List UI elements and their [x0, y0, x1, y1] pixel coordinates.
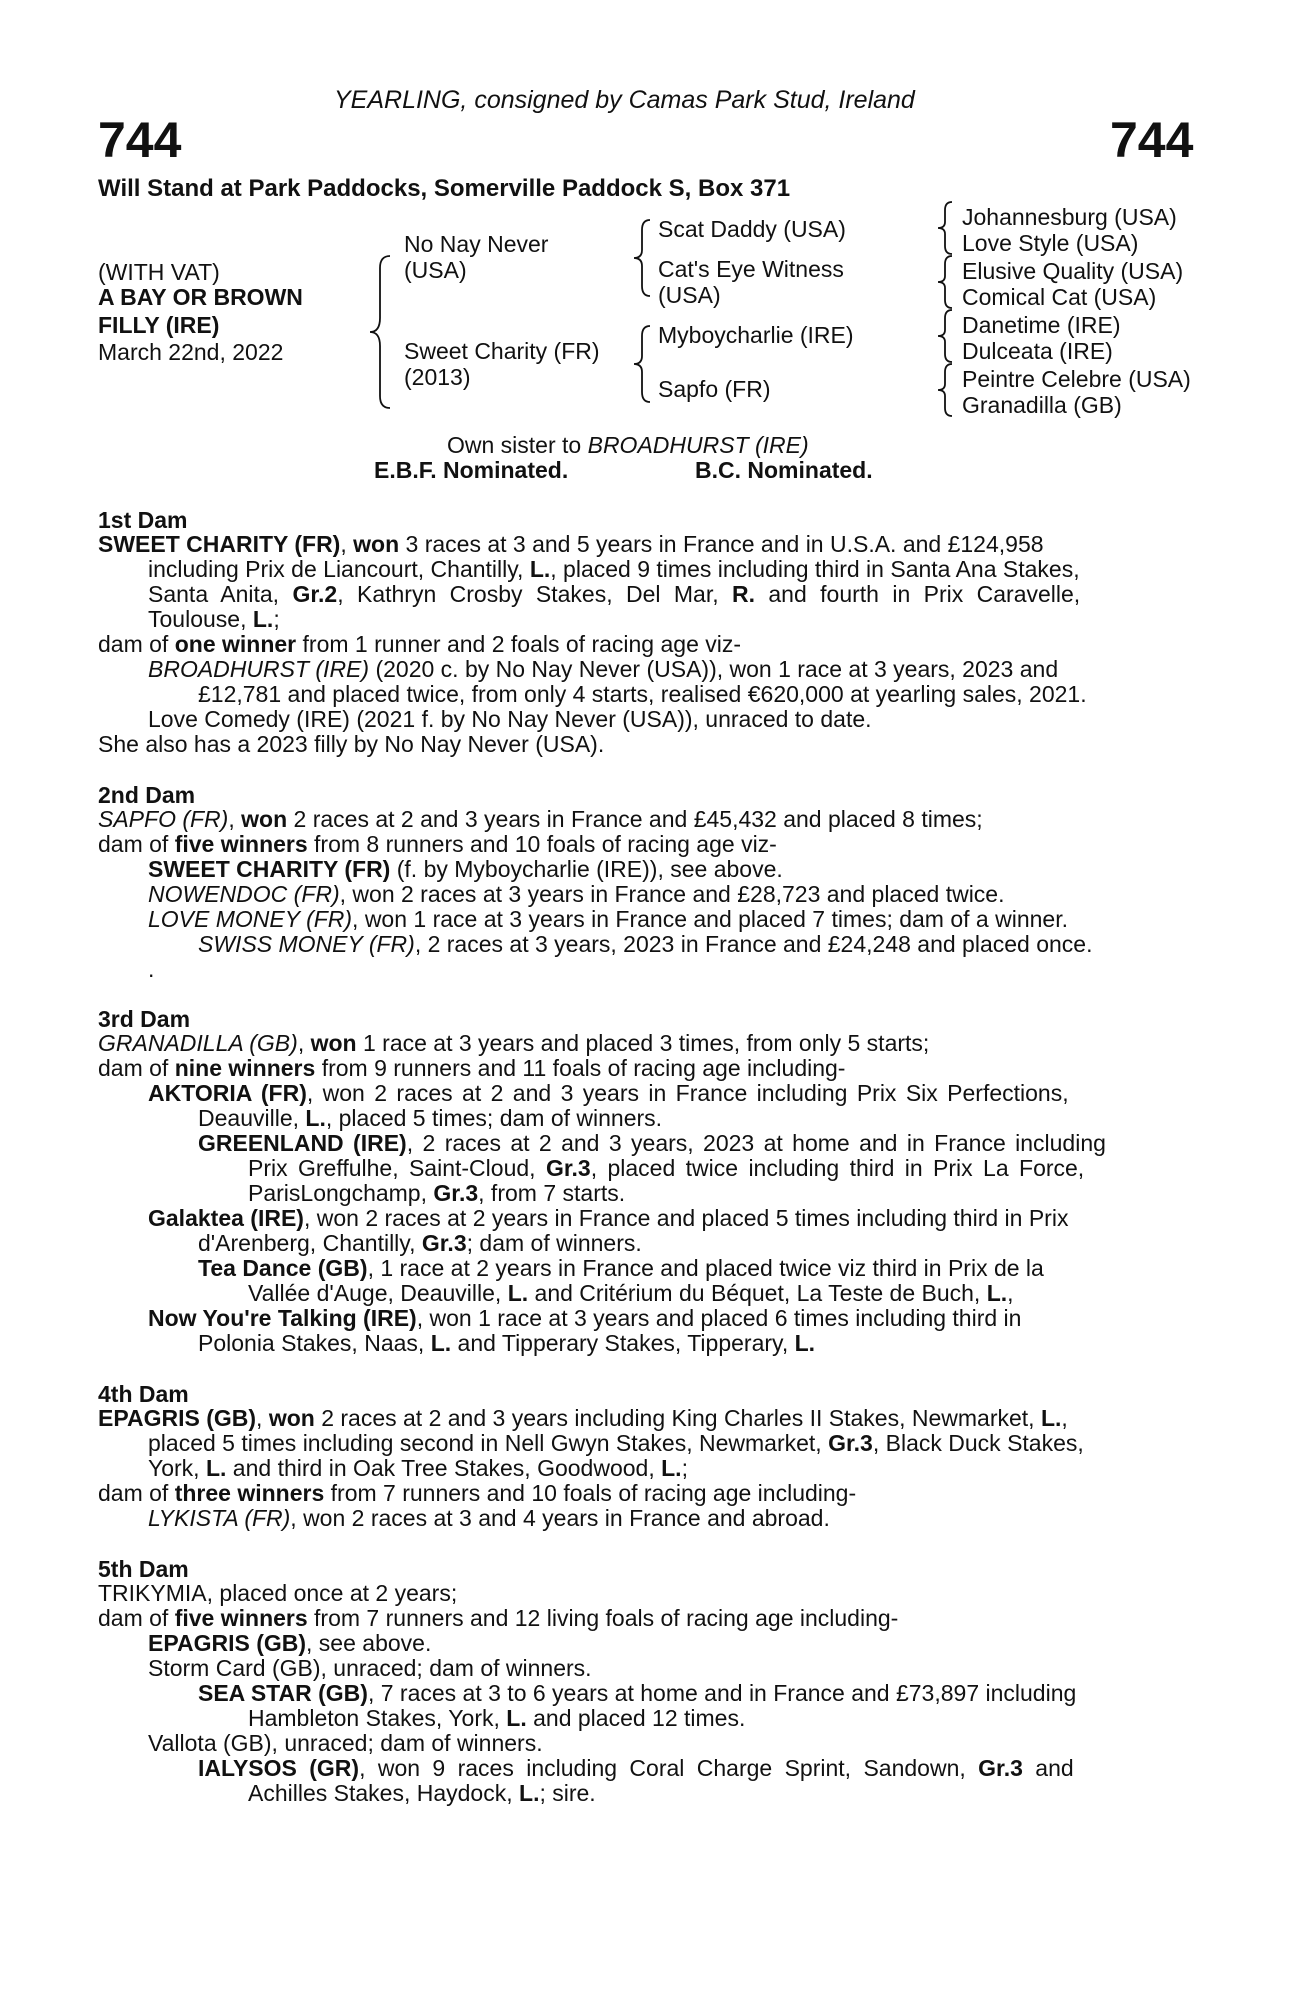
- dam2-line: [198, 932, 1093, 958]
- listed-label: L.: [252, 606, 274, 632]
- horse-name: SEA STAR (GB): [198, 1680, 368, 1706]
- text: York,: [148, 1455, 206, 1481]
- listed-label: L.: [519, 1780, 540, 1806]
- sire-sire-dam: Love Style (USA): [962, 230, 1139, 256]
- horse-name: NOWENDOC (FR): [148, 881, 340, 907]
- listed-label: L.: [986, 1280, 1008, 1306]
- horse-name: SWEET CHARITY (FR): [148, 856, 391, 882]
- horse-name: GREENLAND (IRE): [198, 1130, 407, 1156]
- dam1-line: £12,781 and placed twice, from only 4 starts, realised €620,000 at yearling sales, 2021.: [198, 681, 1087, 707]
- dam3-line: [198, 1256, 1044, 1282]
- text: and third in Oak Tree Stakes, Goodwood,: [226, 1455, 662, 1481]
- dam2-line: [148, 857, 783, 883]
- listed-label: L.: [205, 1455, 227, 1481]
- sire-dam-sire: Elusive Quality (USA): [962, 258, 1184, 284]
- sire-dam-country: (USA): [658, 282, 721, 308]
- text: (f. by Myboycharlie (IRE)), see above.: [390, 856, 783, 882]
- horse-name: EPAGRIS (GB): [148, 1630, 307, 1656]
- group-label: Gr.2: [292, 581, 338, 607]
- text: , Black Duck Stakes,: [872, 1430, 1084, 1456]
- dam3-line: [198, 1331, 815, 1357]
- own-sister-prefix: Own sister to: [447, 432, 588, 458]
- text: , placed 5 times; dam of winners.: [325, 1105, 663, 1131]
- listed-label: L.: [430, 1330, 452, 1356]
- dam4-line: [148, 1456, 688, 1482]
- listed-label: L.: [507, 1280, 529, 1306]
- pedigree-brace: [936, 308, 956, 364]
- dam1-line: [148, 557, 1080, 583]
- dam2-line: [98, 807, 983, 833]
- own-sister-note: [447, 432, 809, 458]
- horse-name: LYKISTA (FR): [148, 1505, 291, 1531]
- dam3-line: [248, 1281, 1014, 1307]
- group-label: Gr.3: [978, 1755, 1023, 1781]
- dam-sire-sire: Danetime (IRE): [962, 312, 1121, 338]
- text: , placed 9 times including third in Santa Ana Stakes,: [550, 556, 1080, 582]
- text: , see above.: [306, 1630, 432, 1656]
- text: ;: [273, 606, 280, 632]
- dam1-line: [148, 657, 1058, 683]
- dam5-line: TRIKYMIA, placed once at 2 years;: [98, 1580, 458, 1606]
- pedigree-brace: [632, 324, 654, 404]
- dam-dam: Sapfo (FR): [658, 376, 771, 402]
- text: ,: [297, 1030, 311, 1056]
- text: , 7 races at 3 to 6 years at home and in France and £73,897 including: [367, 1680, 1077, 1706]
- won-label: won: [353, 531, 400, 557]
- horse-name: EPAGRIS (GB): [98, 1405, 257, 1431]
- sire-name: No Nay Never: [404, 231, 549, 257]
- dam-sire: Myboycharlie (IRE): [658, 322, 854, 348]
- dam2-line: [98, 832, 777, 858]
- dam-sire-dam: Dulceata (IRE): [962, 338, 1113, 364]
- dam3-line: [248, 1181, 625, 1207]
- text: 3 races at 3 and 5 years in France and in U.S.A. and £124,958: [399, 531, 1044, 557]
- text: dam of: [98, 1055, 175, 1081]
- winners-count: five winners: [174, 1605, 308, 1631]
- dam3-line: [148, 1306, 1021, 1332]
- section-heading-5th-dam: 5th Dam: [98, 1556, 189, 1582]
- text: Polonia Stakes, Naas,: [198, 1330, 431, 1356]
- text: ,: [340, 531, 354, 557]
- won-label: won: [310, 1030, 357, 1056]
- horse-name: AKTORIA (FR): [148, 1080, 307, 1106]
- text: 1 race at 3 years and placed 3 times, from only 5 starts;: [356, 1030, 930, 1056]
- lot-number-right: 744: [1110, 112, 1194, 168]
- winners-count: nine winners: [174, 1055, 316, 1081]
- text: Deauville,: [198, 1105, 306, 1131]
- won-label: won: [241, 806, 288, 832]
- text: from 7 runners and 12 living foals of racing age including-: [307, 1605, 899, 1631]
- sire-dam-name: Cat's Eye Witness: [658, 256, 844, 282]
- dam1-line: Love Comedy (IRE) (2021 f. by No Nay Never (USA)), unraced to date.: [148, 706, 872, 732]
- text: Vallée d'Auge, Deauville,: [248, 1280, 508, 1306]
- text: , won 1 race at 3 years and placed 6 times including third in: [416, 1305, 1022, 1331]
- section-heading-4th-dam: 4th Dam: [98, 1381, 189, 1407]
- horse-name: SWISS MONEY (FR): [198, 931, 415, 957]
- dam5-line: [248, 1781, 596, 1807]
- dam-dam-dam: Granadilla (GB): [962, 392, 1122, 418]
- text: dam of: [98, 631, 175, 657]
- dam3-line: [198, 1131, 1106, 1157]
- text: , won 1 race at 3 years in France and placed 7 times; dam of a winner.: [352, 906, 1068, 932]
- section-heading-2nd-dam: 2nd Dam: [98, 782, 196, 808]
- dam3-line: [148, 1206, 1068, 1232]
- text: , Kathryn Crosby Stakes, Del Mar,: [337, 581, 732, 607]
- section-heading-1st-dam: 1st Dam: [98, 507, 188, 533]
- text: ; dam of winners.: [466, 1230, 642, 1256]
- text: , 2 races at 3 years, 2023 in France and £24,248 and placed once.: [414, 931, 1093, 957]
- text: Hambleton Stakes, York,: [248, 1705, 507, 1731]
- text: ; sire.: [539, 1780, 596, 1806]
- text: , placed twice including third in Prix La Force,: [590, 1155, 1085, 1181]
- text: , 2 races at 2 and 3 years, 2023 at home and in France including: [406, 1130, 1106, 1156]
- text: Santa Anita,: [148, 581, 293, 607]
- listed-label: L.: [661, 1455, 682, 1481]
- text: dam of: [98, 1480, 175, 1506]
- dam3-line: [198, 1106, 662, 1132]
- text: ;: [681, 1455, 688, 1481]
- dam4-line: [98, 1481, 856, 1507]
- text: Achilles Stakes, Haydock,: [248, 1780, 520, 1806]
- text: , won 2 races at 3 years in France and £28,723 and placed twice.: [339, 881, 1005, 907]
- dam5-line: [198, 1756, 1074, 1782]
- dam5-line: [148, 1631, 431, 1657]
- text: ,: [256, 1405, 269, 1431]
- restricted-label: R.: [732, 581, 755, 607]
- group-label: Gr.3: [433, 1180, 479, 1206]
- consignment-line: YEARLING, consigned by Camas Park Stud, Ireland: [334, 86, 915, 114]
- lot-number-left: 744: [98, 112, 182, 168]
- text: 2 races at 2 and 3 years including King Charles II Stakes, Newmarket,: [314, 1405, 1041, 1431]
- bc-nomination: B.C. Nominated.: [695, 457, 873, 483]
- text: ,: [1007, 1280, 1014, 1306]
- text: ,: [228, 806, 242, 832]
- text: , won 9 races including Coral Charge Sprint, Sandown,: [359, 1755, 979, 1781]
- dam1-line: She also has a 2023 filly by No Nay Never (USA).: [98, 731, 605, 757]
- text: and fourth in Prix Caravelle,: [755, 581, 1081, 607]
- pedigree-brace: [368, 254, 394, 410]
- pedigree-brace: [936, 200, 956, 256]
- horse-name: SAPFO (FR): [98, 806, 229, 832]
- dam4-line: [148, 1431, 1084, 1457]
- horse-name: IALYSOS (GR): [198, 1755, 360, 1781]
- won-label: won: [268, 1405, 315, 1431]
- text: and Tipperary Stakes, Tipperary,: [451, 1330, 795, 1356]
- listed-label: L.: [1040, 1405, 1062, 1431]
- dam-name: Sweet Charity (FR): [404, 338, 600, 364]
- group-label: Gr.3: [545, 1155, 591, 1181]
- section-heading-3rd-dam: 3rd Dam: [98, 1006, 191, 1032]
- horse-name: Galaktea (IRE): [148, 1205, 304, 1231]
- horse-name: Now You're Talking (IRE): [148, 1305, 417, 1331]
- dam1-line: [148, 582, 1080, 608]
- text: from 9 runners and 11 foals of racing age including-: [315, 1055, 846, 1081]
- horse-name: SWEET CHARITY (FR): [98, 531, 341, 557]
- text: and placed 12 times.: [526, 1705, 746, 1731]
- text: from 7 runners and 10 foals of racing age including-: [324, 1480, 857, 1506]
- dam5-line: [248, 1706, 745, 1732]
- dam4-line: [98, 1406, 1068, 1432]
- text: , from 7 starts.: [478, 1180, 626, 1206]
- horse-name: LOVE MONEY (FR): [148, 906, 353, 932]
- stand-location: Will Stand at Park Paddocks, Somerville Paddock S, Box 371: [98, 175, 791, 202]
- text: and Critérium du Béquet, La Teste de Buch,: [528, 1280, 987, 1306]
- text: , won 2 races at 2 and 3 years in France including Prix Six Perfections,: [306, 1080, 1069, 1106]
- dam1-line: [98, 632, 741, 658]
- dam-year: (2013): [404, 364, 471, 390]
- text: and: [1022, 1755, 1074, 1781]
- dam1-line: [98, 532, 1044, 558]
- text: dam of: [98, 1605, 175, 1631]
- sire-sire-sire: Johannesburg (USA): [962, 204, 1177, 230]
- winners-count: three winners: [174, 1480, 325, 1506]
- dam1-line: [148, 607, 280, 633]
- horse-name-line1: A BAY OR BROWN: [98, 284, 303, 310]
- pedigree-brace: [936, 254, 956, 310]
- text: placed 5 times including second in Nell Gwyn Stakes, Newmarket,: [148, 1430, 829, 1456]
- text: Toulouse,: [148, 606, 253, 632]
- sire-dam-dam: Comical Cat (USA): [962, 284, 1157, 310]
- dam3-line: [98, 1056, 845, 1082]
- dam2-line: [148, 907, 1068, 933]
- text: from 1 runner and 2 foals of racing age viz-: [296, 631, 742, 657]
- group-label: Gr.3: [421, 1230, 467, 1256]
- text: , won 2 races at 3 and 4 years in France and abroad.: [290, 1505, 830, 1531]
- winners-count: five winners: [174, 831, 308, 857]
- dam3-line: [248, 1156, 1084, 1182]
- pedigree-brace: [632, 218, 654, 298]
- group-label: Gr.3: [828, 1430, 873, 1456]
- own-sister-horse: BROADHURST (IRE): [587, 432, 809, 458]
- listed-label: L.: [506, 1705, 527, 1731]
- text: ,: [1061, 1405, 1068, 1431]
- sire-country: (USA): [404, 257, 467, 283]
- dam5-line: Storm Card (GB), unraced; dam of winners.: [148, 1655, 592, 1681]
- foaling-date: March 22nd, 2022: [98, 339, 284, 365]
- text: , won 2 races at 2 years in France and placed 5 times including third in Prix: [303, 1205, 1069, 1231]
- dam2-line: [148, 882, 1004, 908]
- horse-name: Tea Dance (GB): [198, 1255, 368, 1281]
- horse-name: GRANADILLA (GB): [98, 1030, 298, 1056]
- dam5-line: [98, 1606, 898, 1632]
- text: Prix Greffulhe, Saint-Cloud,: [248, 1155, 546, 1181]
- dam3-line: [198, 1231, 642, 1257]
- text: (2020 c. by No Nay Never (USA)), won 1 race at 3 years, 2023 and: [369, 656, 1059, 682]
- text: ParisLongchamp,: [248, 1180, 434, 1206]
- dam2-line: .: [148, 956, 155, 982]
- dam3-line: [98, 1031, 929, 1057]
- text: d'Arenberg, Chantilly,: [198, 1230, 422, 1256]
- horse-name: BROADHURST (IRE): [148, 656, 370, 682]
- text: , 1 race at 2 years in France and placed twice viz third in Prix de la: [367, 1255, 1044, 1281]
- horse-name-line2: FILLY (IRE): [98, 312, 220, 338]
- vat-note: (WITH VAT): [98, 259, 220, 285]
- ebf-nomination: E.B.F. Nominated.: [374, 457, 569, 483]
- dam4-line: [148, 1506, 830, 1532]
- dam3-line: [148, 1081, 1069, 1107]
- dam5-line: Vallota (GB), unraced; dam of winners.: [148, 1730, 543, 1756]
- sire-sire: Scat Daddy (USA): [658, 216, 846, 242]
- pedigree-brace: [936, 362, 956, 418]
- listed-label: L.: [529, 556, 551, 582]
- dam-dam-sire: Peintre Celebre (USA): [962, 366, 1191, 392]
- dam5-line: [198, 1681, 1076, 1707]
- winners-count: one winner: [174, 631, 297, 657]
- text: from 8 runners and 10 foals of racing age viz-: [307, 831, 777, 857]
- text: including Prix de Liancourt, Chantilly,: [148, 556, 530, 582]
- text: 2 races at 2 and 3 years in France and £45,432 and placed 8 times;: [287, 806, 983, 832]
- text: dam of: [98, 831, 175, 857]
- listed-label: L.: [305, 1105, 326, 1131]
- listed-label: L.: [794, 1330, 816, 1356]
